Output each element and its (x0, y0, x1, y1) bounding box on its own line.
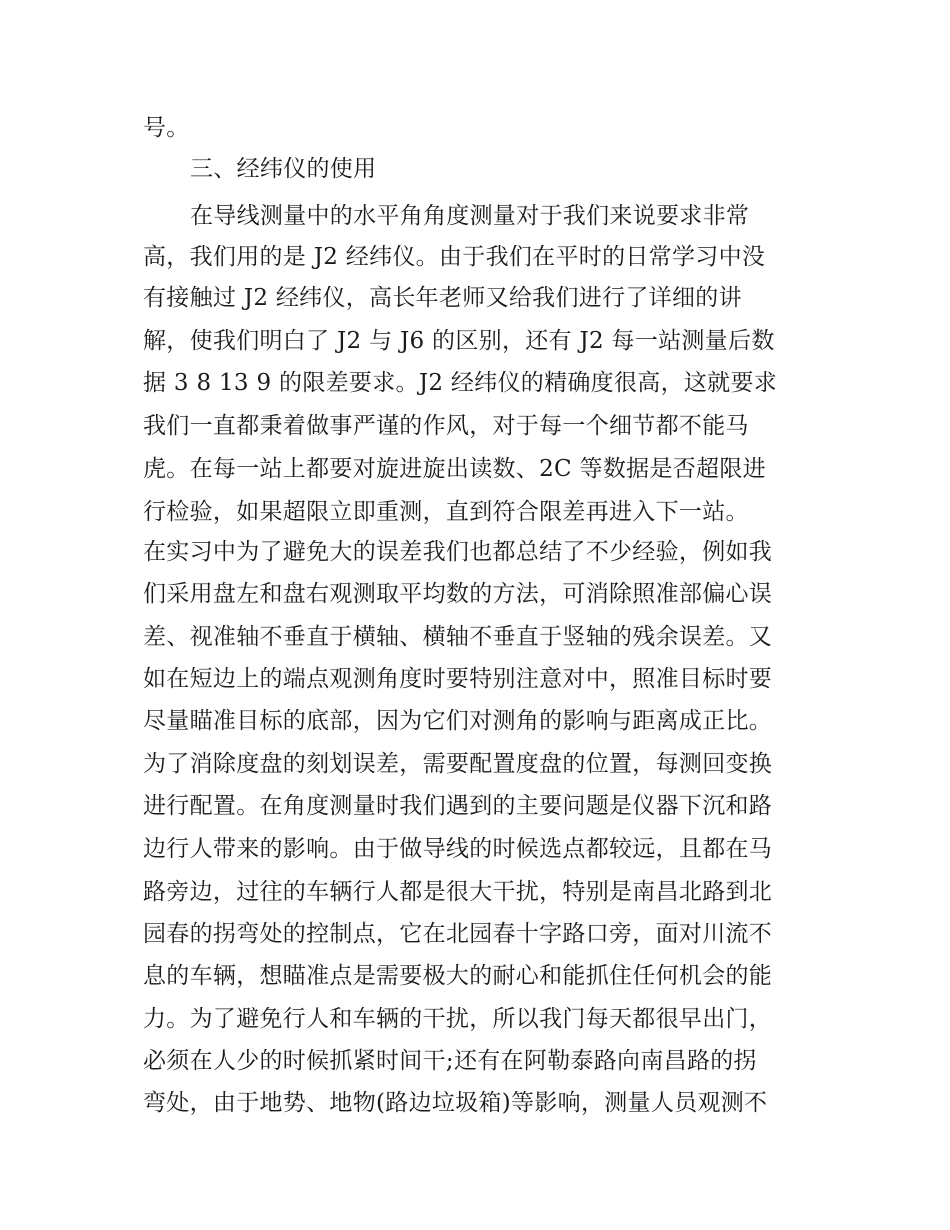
text-line: 虎。在每一站上都要对旋进旋出读数、2C 等数据是否超限进 (143, 456, 766, 482)
text-line: 边行人带来的影响。由于做导线的时候选点都较远，且都在马 (143, 836, 773, 862)
text-line: 园春的拐弯处的控制点，它在北园春十字路口旁，面对川流不 (143, 921, 773, 947)
text-line: 弯处，由于地势、地物(路边垃圾箱)等影响，测量人员观测不 (143, 1090, 768, 1116)
text-line: 路旁边，过往的车辆行人都是很大干扰，特别是南昌北路到北 (143, 879, 773, 905)
section-heading: 三、经纬仪的使用 (190, 156, 377, 182)
text-line: 尽量瞄准目标的底部，因为它们对测角的影响与距离成正比。 (143, 708, 773, 734)
text-line: 进行配置。在角度测量时我们遇到的主要问题是仪器下沉和路 (143, 793, 773, 819)
text-line: 为了消除度盘的刻划误差，需要配置度盘的位置，每测回变换 (143, 751, 773, 777)
text-line: 在实习中为了避免大的误差我们也都总结了不少经验，例如我 (143, 539, 773, 565)
text-line: 息的车辆，想瞄准点是需要极大的耐心和能抓住任何机会的能 (143, 963, 773, 989)
text-line: 有接触过 J2 经纬仪，高长年老师又给我们进行了详细的讲 (143, 285, 742, 311)
text-line: 据 3 8 13 9 的限差要求。J2 经纬仪的精确度很高，这就要求 (143, 370, 778, 396)
text-line: 在导线测量中的水平角角度测量对于我们来说要求非常 (190, 203, 750, 229)
text-line: 如在短边上的端点观测角度时要特别注意对中，照准目标时要 (143, 666, 773, 692)
text-line: 高，我们用的是 J2 经纬仪。由于我们在平时的日常学习中没 (143, 244, 766, 270)
text-line: 号。 (143, 115, 190, 141)
text-line: 差、视准轴不垂直于横轴、横轴不垂直于竖轴的残余误差。又 (143, 624, 773, 650)
text-line: 力。为了避免行人和车辆的干扰，所以我门每天都很早出门， (143, 1006, 773, 1032)
text-line: 必须在人少的时候抓紧时间干;还有在阿勒泰路向南昌路的拐 (143, 1048, 757, 1074)
text-line: 我们一直都秉着做事严谨的作风，对于每一个细节都不能马 (143, 413, 749, 439)
text-line: 们采用盘左和盘右观测取平均数的方法，可消除照准部偏心误 (143, 581, 773, 607)
text-line: 行检验，如果超限立即重测，直到符合限差再进入下一站。 (143, 499, 749, 525)
text-line: 解，使我们明白了 J2 与 J6 的区别，还有 J2 每一站测量后数 (143, 328, 775, 354)
